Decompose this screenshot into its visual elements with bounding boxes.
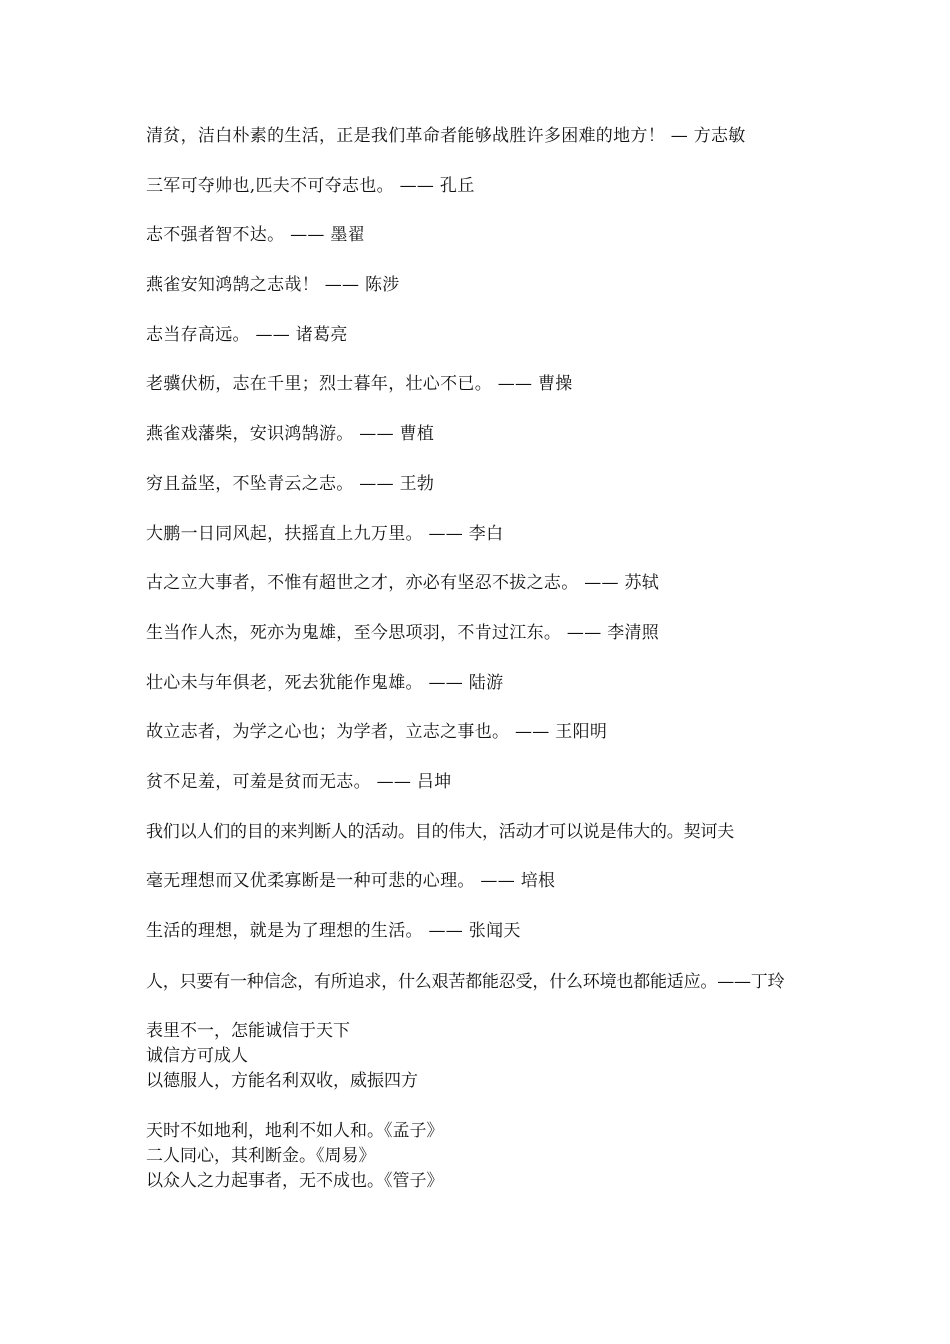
short-quote-line: 天时不如地利，地利不如人和。《孟子》 <box>146 1121 444 1141</box>
short-quote-line: 诚信方可成人 <box>146 1046 248 1066</box>
quote-line: 大鹏一日同风起，扶摇直上九万里。 —— 李白 <box>146 523 504 544</box>
quote-line: 老骥伏枥，志在千里；烈士暮年，壮心不已。 —— 曹操 <box>146 374 573 395</box>
quote-line: 古之立大事者，不惟有超世之才，亦必有坚忍不拔之志。 —— 苏轼 <box>146 573 660 594</box>
quote-line: 志当存高远。 —— 诸葛亮 <box>146 324 348 345</box>
quote-line: 壮心未与年俱老，死去犹能作鬼雄。 —— 陆游 <box>146 672 504 693</box>
quote-line: 我们以人们的目的来判断人的活动。目的伟大，活动才可以说是伟大的。契诃夫 <box>146 821 734 842</box>
wrapped-quote <box>146 970 816 994</box>
quote-line: 燕雀安知鸿鹄之志哉！ —— 陈涉 <box>146 275 400 296</box>
short-quote-line: 以德服人，方能名利双收，威振四方 <box>146 1071 418 1091</box>
quote-line: 穷且益坚，不坠青云之志。 —— 王勃 <box>146 473 435 494</box>
quote-line: 清贫，洁白朴素的生活，正是我们革命者能够战胜许多困难的地方！ — 方志敏 <box>146 126 746 146</box>
wrapped-quote-text: 人，只要有一种信念，有所追求，什么艰苦都能忍受，什么环境也都能适应。——丁玲 <box>146 972 785 992</box>
quote-line: 毫无理想而又优柔寡断是一种可悲的心理。 —— 培根 <box>146 871 556 892</box>
quote-line: 故立志者，为学之心也；为学者，立志之事也。 —— 王阳明 <box>146 722 608 743</box>
quote-line: 三军可夺帅也,匹夫不可夺志也。 —— 孔丘 <box>146 175 475 196</box>
quote-list <box>146 124 826 969</box>
short-quote-line: 以众人之力起事者，无不成也。《管子》 <box>146 1171 444 1191</box>
blank-line <box>146 1094 816 1119</box>
short-quote-list <box>146 1019 816 1194</box>
quote-line: 志不强者智不达。 —— 墨翟 <box>146 225 366 246</box>
quote-line: 贫不足羞，可羞是贫而无志。 —— 吕坤 <box>146 771 452 792</box>
quote-line: 生当作人杰，死亦为鬼雄，至今思项羽，不肯过江东。 —— 李清照 <box>146 622 660 643</box>
short-quote-line: 二人同心，其利断金。《周易》 <box>146 1146 376 1166</box>
quote-line: 生活的理想，就是为了理想的生活。 —— 张闻天 <box>146 921 521 941</box>
short-quote-line: 表里不一，怎能诚信于天下 <box>146 1021 350 1041</box>
quote-line: 燕雀戏藩柴，安识鸿鹄游。 —— 曹植 <box>146 424 435 445</box>
